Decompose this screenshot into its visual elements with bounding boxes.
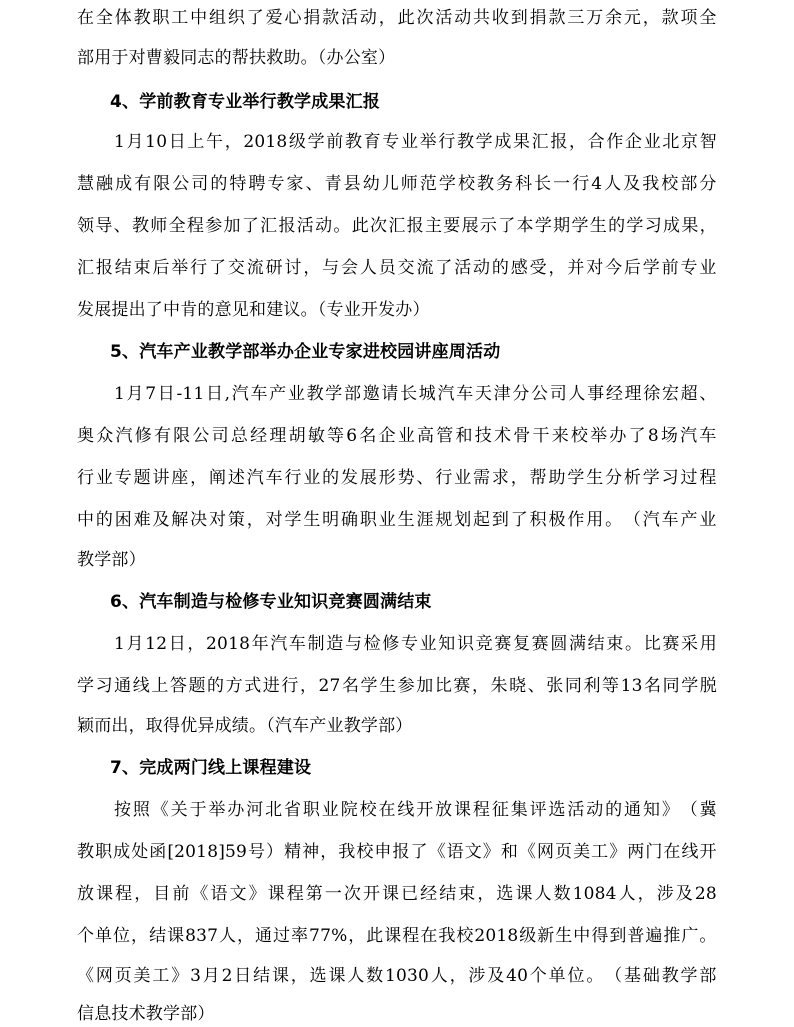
- paragraph-line: 颖而出，取得优异成绩。（汽车产业教学部）: [77, 716, 413, 736]
- paragraph-line: 按 照 《 关 于 举 办 河 北 省 职 业 院 校 在 线 开 放 课 程 征 集 评 选 活 动 的 通 知 》 （ 冀: [114, 800, 717, 820]
- section-heading: 6、汽车制造与检修专业知识竞赛圆满结束: [110, 592, 432, 612]
- paragraph-line: 1 月 12 日 ， 2018 年 汽 车 制 造 与 检 修 专 业 知 识 竞 赛 复 赛 圆 满 结 束 。 比 赛 采 用: [114, 634, 717, 654]
- paragraph-line: 学 习 通 线 上 答 题 的 方 式 进 行 ， 27 名 学 生 参 加 比 赛 ， 朱 晓 、 张 同 利 等 13 名 同 学 脱: [77, 676, 717, 696]
- paragraph-line: 发展提出了中肯的意见和建议。（专业开发办）: [77, 300, 430, 320]
- paragraph-line: 行 业 专 题 讲 座 ， 阐 述 汽 车 行 业 的 发 展 形 势 、 行 业 需 求 ， 帮 助 学 生 分 析 学 习 过 程: [77, 468, 717, 488]
- paragraph-line: 中 的 困 难 及 解 决 对 策 ， 对 学 生 明 确 职 业 生 涯 规 划 起 到 了 积 极 作 用 。 （ 汽 车 产 业: [77, 510, 717, 530]
- paragraph-line: 《 网 页 美 工 》 3 月 2 日 结 课 ， 选 课 人 数 1030 人 ， 涉 及 40 个 单 位 。 （ 基 础 教 学 部: [77, 966, 717, 986]
- paragraph-line: 教学部）: [77, 550, 146, 570]
- section-heading: 7、完成两门线上课程建设: [110, 758, 312, 778]
- paragraph-line: 1 月 10 日 上 午 ， 2018 级 学 前 教 育 专 业 举 行 教 学 成 果 汇 报 ， 合 作 企 业 北 京 智: [114, 132, 717, 152]
- paragraph-line: 个 单 位 ， 结 课 837 人 ， 通 过 率 77% ， 此 课 程 在 我 校 2018 级 新 生 中 得 到 普 遍 推 广 。: [77, 926, 717, 946]
- section-heading: 4、学前教育专业举行教学成果汇报: [110, 92, 381, 112]
- paragraph-line: 在 全 体 教 职 工 中 组 织 了 爱 心 捐 款 活 动 ， 此 次 活 动 共 收 到 捐 款 三 万 余 元 ， 款 项 全: [77, 8, 717, 28]
- paragraph-line: 信息技术教学部）: [77, 1004, 215, 1024]
- paragraph-line: 部用于对曹毅同志的帮扶救助。（办公室）: [77, 48, 396, 68]
- section-heading: 5、汽车产业教学部举办企业专家进校园讲座周活动: [110, 342, 501, 362]
- paragraph-line: 放 课 程 ， 目 前 《 语 文 》 课 程 第 一 次 开 课 已 经 结 束 ， 选 课 人 数 1084 人 ， 涉 及 28: [77, 884, 717, 904]
- paragraph-line: 慧 融 成 有 限 公 司 的 特 聘 专 家 、 青 县 幼 儿 师 范 学 校 教 务 科 长 一 行 4 人 及 我 校 部 分: [77, 174, 717, 194]
- paragraph-line: 奥 众 汽 修 有 限 公 司 总 经 理 胡 敏 等 6 名 企 业 高 管 和 技 术 骨 干 来 校 举 办 了 8 场 汽 车: [77, 426, 717, 446]
- paragraph-line: 领 导 、 教 师 全 程 参 加 了 汇 报 活 动 。 此 次 汇 报 主 要 展 示 了 本 学 期 学 生 的 学 习 成 果 ，: [77, 216, 717, 236]
- paragraph-line: 汇 报 结 束 后 举 行 了 交 流 研 讨 ， 与 会 人 员 交 流 了 活 动 的 感 受 ， 并 对 今 后 学 前 专 业: [77, 258, 717, 278]
- paragraph-line: 1 月 7 日 -11 日 , 汽 车 产 业 教 学 部 邀 请 长 城 汽 车 天 津 分 公 司 人 事 经 理 徐 宏 超 、: [114, 384, 717, 404]
- paragraph-line: 教 职 成 处 函 [2018]59 号 ） 精 神 ， 我 校 申 报 了 《 语 文 》 和 《 网 页 美 工 》 两 门 在 线 开: [77, 842, 717, 862]
